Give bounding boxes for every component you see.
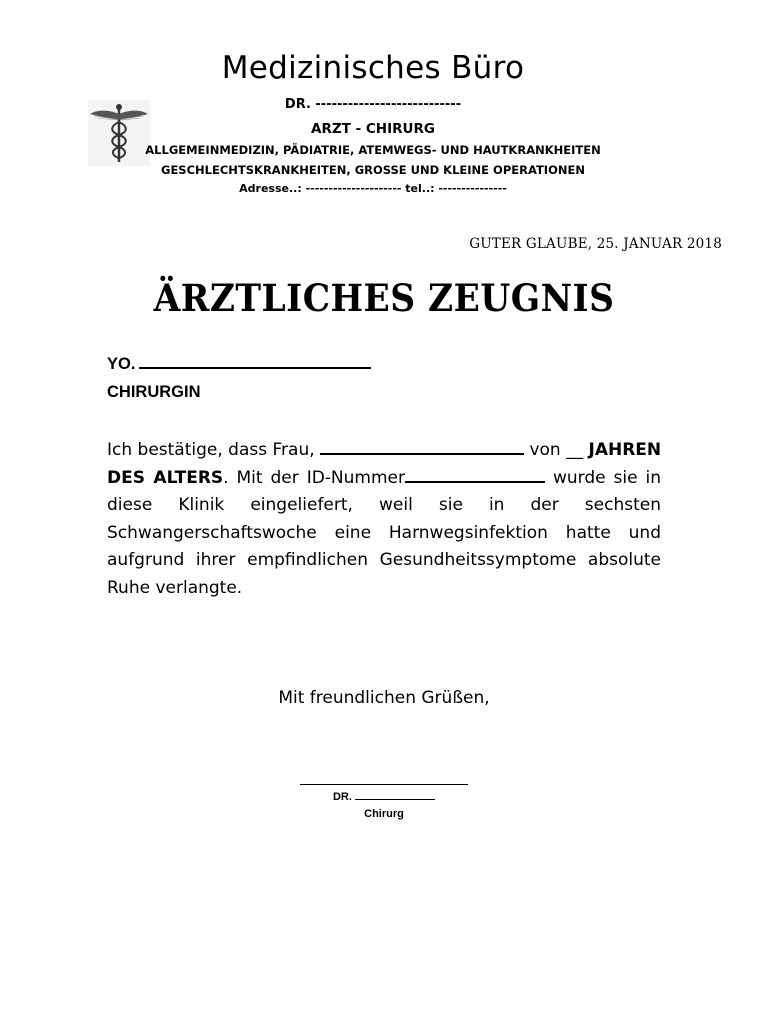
id-number-blank (405, 465, 545, 483)
body-line-4: Schwangerschaftswoche eine Harnwegsinfektion hatte und (107, 522, 661, 543)
doctor-name-line: DR. --------------------------- (284, 97, 462, 112)
body-text: Ich bestätige, dass Frau, (107, 440, 315, 460)
specialties-line-1: ALLGEMEINMEDIZIN, PÄDIATRIE, ATEMWEGS- UND HAUTKRANKHEITEN (145, 143, 601, 157)
signature-name-blank (355, 790, 435, 800)
body-line-6: Ruhe verlangte. (107, 577, 243, 598)
body-line-1 (107, 437, 661, 465)
signature-title: Chirurg (364, 808, 404, 820)
specialties-line-2: GESCHLECHTSKRANKHEITEN, GROSSE UND KLEINE OPERATIONEN (161, 163, 585, 177)
signature-dr-label: DR. (332, 791, 352, 803)
recipient-line (107, 355, 371, 374)
body-text: von __ (529, 440, 584, 460)
recipient-prefix: YO. (107, 355, 136, 373)
body-line-2 (107, 465, 661, 493)
body-line-3: diese Klinik eingeliefert, weil sie in der sechsten (107, 495, 661, 516)
name-blank (320, 437, 524, 455)
document-date: GUTER GLAUBE, 25. JANUAR 2018 (469, 236, 722, 252)
closing-greeting: Mit freundlichen Grüßen, (278, 688, 490, 708)
body-text-bold: DES ALTERS (107, 467, 224, 488)
signature-line (300, 784, 468, 785)
address-line: Adresse..: --------------------- tel..: --------------- (239, 182, 507, 195)
office-title: Medizinisches Büro (221, 50, 525, 86)
recipient-blank (139, 355, 371, 369)
body-text-bold: JAHREN (588, 440, 662, 460)
certificate-body (107, 437, 661, 603)
recipient-role: CHIRURGIN (107, 383, 201, 401)
body-text: wurde sie in (552, 467, 662, 488)
profession-line: ARZT - CHIRURG (311, 121, 435, 137)
signature-doctor (0, 790, 768, 803)
body-text: . Mit der ID-Nummer (223, 467, 405, 488)
document-title: ÄRZTLICHES ZEUGNIS (153, 276, 615, 320)
body-line-5: aufgrund ihrer empfindlichen Gesundheitssymptome absolute (107, 550, 661, 571)
